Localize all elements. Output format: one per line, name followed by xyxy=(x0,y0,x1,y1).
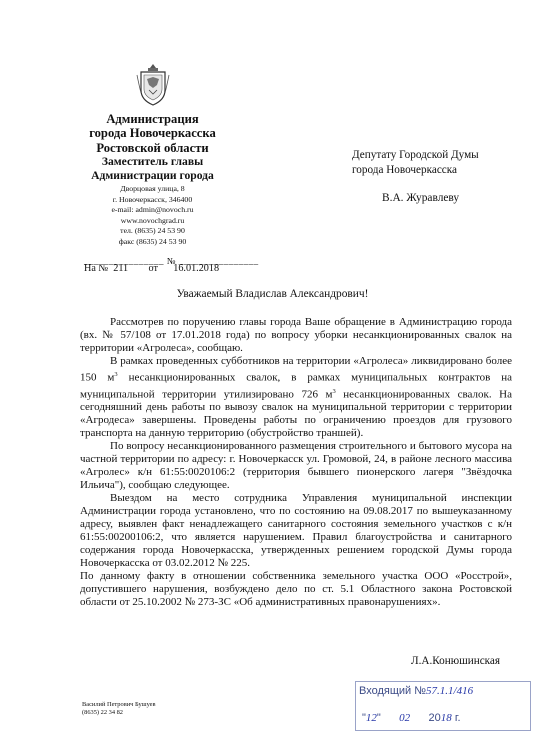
address-line: www.novochgrad.ru xyxy=(120,215,185,225)
paragraph: Рассмотрев по поручению главы города Ваше обращение в Администрацию города (вх. № 57/108 от 17.01.2018 года) по вопросу уборки несанкционированных свалок на территории «Агролеса», сообщаю. xyxy=(80,316,512,354)
paragraph: Выездом на место сотрудника Управления муниципальной инспекции Администрации города установлено, что по состоянию на 09.08.2017 по вышеуказанному адресу, выявлен факт ненадлежащего санитарного состояния земельного участков с к/н 61:55:00200106:2, что является нарушением. Правил благоустройства и санитарного содержания города Новочеркасска, утвержденных решением городской Думы города Новочеркасска от 03.02.2012 № 225. xyxy=(80,492,512,570)
executor-block xyxy=(82,701,156,718)
address-block xyxy=(60,184,245,247)
ref-prefix: На № xyxy=(84,263,109,274)
stamp-quote: " xyxy=(362,712,366,724)
recipient-line-1: Депутату Городской Думы xyxy=(352,149,479,161)
org-line-2: города Новочеркасска xyxy=(89,126,216,141)
coat-of-arms-emblem xyxy=(135,63,171,107)
paragraph: По вопросу несанкционированного размещения строительного и бытового мусора на частной территории по адресу: г. Новочеркасск ул. Громовой, 24, в районе лесного массива «Агролес» к/н 61:55:0020106:2 (территория бывшего пионерского лагеря "Звёздочка Ильича"), сообщаю следующее. xyxy=(80,440,512,492)
paragraph-part: В рамках проведенных субботников на территории «Агролеса» ликвидировано более 150 м xyxy=(80,355,512,384)
dept-line-1: Заместитель главы xyxy=(101,155,204,168)
paragraph xyxy=(80,355,512,440)
ref-date: 16.01.2018 xyxy=(173,263,220,274)
dept-line-2: Администрации города xyxy=(91,168,214,182)
stamp-number: 57.1.1/416 xyxy=(426,685,474,697)
stamp-month: 02 xyxy=(399,712,411,724)
address-line: Дворцовая улица, 8 xyxy=(120,184,185,193)
stamp-day: 12 xyxy=(365,712,377,724)
stamp-year-suffix: г. xyxy=(454,712,461,724)
paragraph-part: несанкционированных свалок, в рамках муниципальных контрактов на муниципальной территории утилизировано 726 м xyxy=(80,371,512,401)
letter-body xyxy=(80,316,512,609)
signature-name: Л.А.Конюшинская xyxy=(411,655,501,667)
superscript: 3 xyxy=(114,371,118,378)
address-line: e-mail: admin@novoch.ru xyxy=(111,205,194,214)
stamp-year: 18 xyxy=(440,712,452,724)
address-line: тел. (8635) 24 53 90 xyxy=(120,226,185,235)
organization-name xyxy=(60,112,245,155)
paragraph-part: несанкционированных свалок. На сегодняшний день работы по вывозу свалок на муниципальной территории с территории «Агродеса» завершены. Проведены работы по ограничению проездов для грузового транспорта на данную территорию (обустройство траншей). xyxy=(80,388,512,440)
ref-from: от xyxy=(148,263,158,274)
recipient-block xyxy=(352,148,479,177)
stamp-year-prefix: 20 xyxy=(428,712,441,724)
org-line-1: Администрация xyxy=(106,112,199,126)
department-name xyxy=(60,155,245,183)
paragraph: По данному факту в отношении собственника земельного участка ООО «Росстрой», допустившего нарушения, возбуждено дело по ст. 5.1 Областного закона Ростовской области от 25.10.2002 № 273-ЗС «Об административных правонарушениях». xyxy=(80,570,512,609)
executor-name: Василий Петрович Бушуев xyxy=(82,701,156,708)
salutation: Уважаемый Владислав Александрович! xyxy=(176,288,369,300)
recipient-name: В.А. Журавлеву xyxy=(382,192,460,204)
recipient-line-2: города Новочеркасска xyxy=(352,163,457,176)
reference-line xyxy=(84,263,219,274)
stamp-line-2 xyxy=(362,712,461,724)
address-line: факс (8635) 24 53 90 xyxy=(118,236,187,246)
blank-number-line: ________________ № ________________ xyxy=(84,256,259,266)
stamp-line-1 xyxy=(359,685,473,697)
stamp-quote: " xyxy=(376,712,381,724)
address-line: г. Новочеркасск, 346400 xyxy=(112,194,193,204)
stamp-label: Входящий № xyxy=(359,685,427,697)
org-line-3: Ростовской области xyxy=(96,140,209,155)
superscript: 3 xyxy=(332,387,336,395)
executor-phone: (8635) 22 34 82 xyxy=(82,709,124,717)
ref-number: 211 xyxy=(113,263,129,274)
